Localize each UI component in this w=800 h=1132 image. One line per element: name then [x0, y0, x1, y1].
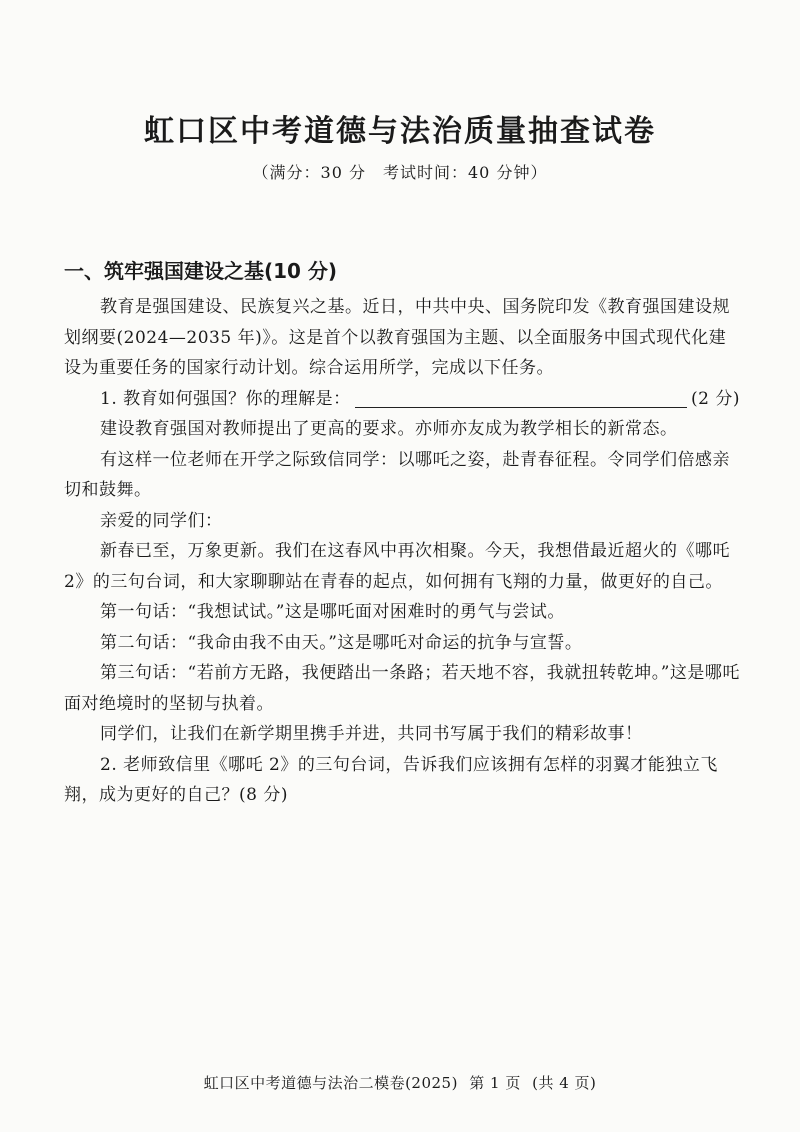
footer-page-number: 第 1 页 — [469, 1074, 521, 1092]
intro-paragraph: 教育是强国建设、民族复兴之基。近日，中共中央、国务院印发《教育强国建设规划纲要(2024—2035 年)》。这是首个以教育强国为主题、以全面服务中国式现代化建设为重要任务的国家行动计划。综合运用所学，完成以下任务。 — [64, 297, 730, 378]
footer-exam-name: 虹口区中考道德与法治二模卷(2025) — [203, 1074, 458, 1092]
answer-blank — [355, 387, 687, 408]
letter-line-3: 第三句话：“若前方无路，我便踏出一条路；若天地不容，我就扭转乾坤。”这是哪吒面对绝境时的坚韧与执着。 — [64, 663, 740, 714]
question-1-score: (2 分) — [691, 388, 740, 409]
question-1-text: 1. 教育如何强国？你的理解是： — [100, 388, 351, 409]
teacher-paragraph: 建设教育强国对教师提出了更高的要求。亦师亦友成为教学相长的新常态。 — [100, 419, 678, 439]
question-1 — [64, 384, 740, 415]
section-heading: 一、筑牢强国建设之基(10 分) — [64, 259, 338, 283]
footer-total-pages: (共 4 页) — [532, 1074, 597, 1092]
letter-closing: 同学们，让我们在新学期里携手并进，共同书写属于我们的精彩故事！ — [100, 724, 643, 744]
exam-title: 虹口区中考道德与法治质量抽查试卷 — [144, 114, 656, 149]
exam-subtitle: （满分：30 分 考试时间：40 分钟） — [252, 163, 548, 182]
letter-salutation: 亲爱的同学们： — [100, 510, 223, 531]
letter-line-2: 第二句话：“我命由我不由天。”这是哪吒对命运的抗争与宣誓。 — [100, 632, 583, 653]
section-body — [64, 292, 740, 811]
letter-line-1: 第一句话：“我想试试。”这是哪吒面对困难时的勇气与尝试。 — [100, 602, 565, 622]
letter-intro-paragraph: 有这样一位老师在开学之际致信同学：以哪吒之姿，赴青春征程。令同学们倍感亲切和鼓舞。 — [64, 449, 730, 500]
page-footer — [0, 1072, 800, 1093]
letter-spring-paragraph: 新春已至，万象更新。我们在这春风中再次相聚。今天，我想借最近超火的《哪吒 2》的三句台词，和大家聊聊站在青春的起点，如何拥有飞翔的力量，做更好的自己。 — [64, 541, 730, 592]
question-2: 2. 老师致信里《哪吒 2》的三句台词，告诉我们应该拥有怎样的羽翼才能独立飞翔，成为更好的自己？(8 分) — [64, 754, 718, 805]
